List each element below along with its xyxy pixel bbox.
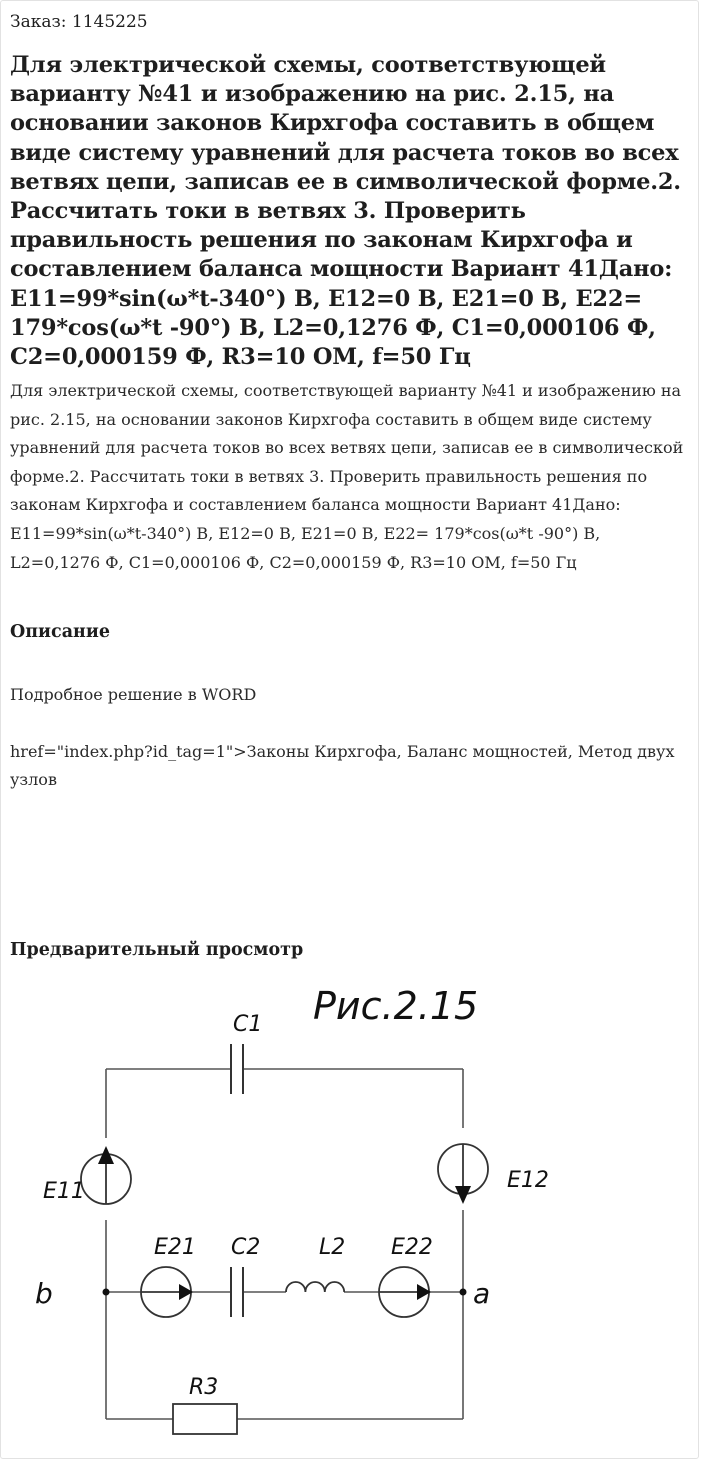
- capacitor-c2: [231, 1267, 243, 1317]
- task-description: Для электрической схемы, соответствующей варианту №41 и изображению на рис. 2.15, на основании законов Кирхгофа составить в общем виде систему уравнений для расчета токов во всех ветвях цепи, записав ее в символической форме.2. Рассчитать токи в ветвях 3. Проверить правильность решения по законам Кирхгофа и составлением баланса мощности Вариант 41Дано: E11=99*sin(ω*t-340°) В, E12=0 В, E21=0 В, E22= 179*cos(ω*t -90°) В, L2=0,1276 Ф, C1=0,000106 Ф, C2=0,000159 Ф, R3=10 ОМ, f=50 Гц: [10, 381, 684, 572]
- figure-label: Рис.2.15: [313, 984, 479, 1028]
- resistor-r3: [173, 1404, 237, 1434]
- circuit-schematic: [1, 976, 701, 1446]
- node-b-dot: [103, 1289, 110, 1296]
- label-node-b: b: [35, 1277, 53, 1310]
- page-title: Для электрической схемы, соответствующей варианту №41 и изображению на рис. 2.15, на основании законов Кирхгофа составить в общем виде систему уравнений для расчета токов во всех ветвях цепи, записав ее в символической форме.2. Рассчитать токи в ветвях 3. Проверить правильность решения по законам Кирхгофа и составлением баланса мощности Вариант 41Дано: E11=99*sin(ω*t-340°) В, E12=0 В, E21=0 В, E22= 179*cos(ω*t -90°) В, L2=0,1276 Ф, C1=0,000106 Ф, C2=0,000159 Ф, R3=10 ОМ, f=50 Гц: [10, 52, 681, 371]
- preview-heading: Предварительный просмотр: [10, 940, 304, 960]
- label-c2: C2: [231, 1235, 261, 1260]
- label-r3: R3: [189, 1375, 219, 1400]
- node-a-dot: [460, 1289, 467, 1296]
- tags-text: href="index.php?id_tag=1">Законы Кирхгофа, Баланс мощностей, Метод двух узлов: [10, 742, 675, 789]
- solution-note: Подробное решение в WORD: [10, 685, 257, 704]
- label-e21: E21: [154, 1235, 196, 1260]
- label-e22: E22: [391, 1235, 433, 1260]
- source-e12: [438, 1144, 488, 1204]
- source-e22: [379, 1267, 431, 1317]
- description-heading: Описание: [10, 622, 110, 642]
- label-e12: E12: [507, 1168, 549, 1193]
- label-l2: L2: [319, 1235, 346, 1260]
- capacitor-c1: [231, 1044, 243, 1094]
- label-c1: C1: [233, 1012, 263, 1037]
- order-number: Заказ: 1145225: [10, 12, 148, 32]
- label-e11: E11: [43, 1179, 85, 1204]
- source-e11: [81, 1146, 131, 1204]
- label-node-a: a: [473, 1277, 491, 1310]
- source-e21: [141, 1267, 193, 1317]
- inductor-l2: [286, 1282, 344, 1292]
